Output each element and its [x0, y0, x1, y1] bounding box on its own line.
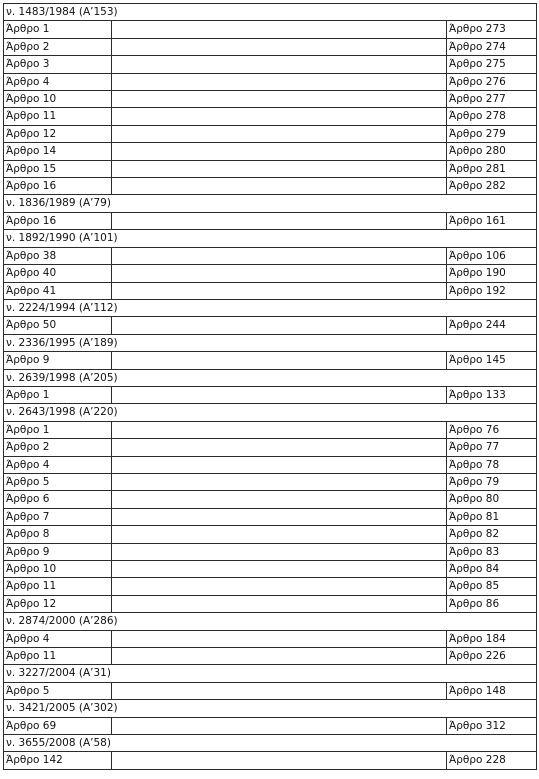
law-title: ν. 3421/2005 (Α’302)	[4, 700, 537, 717]
law-title: ν. 2643/1998 (Α’220)	[4, 404, 537, 421]
law-header-row	[4, 230, 537, 247]
old-article-cell: Άρθρο 1	[4, 21, 112, 38]
law-title: ν. 2874/2000 (Α’286)	[4, 613, 537, 630]
old-article-cell: Άρθρο 4	[4, 456, 112, 473]
empty-cell	[112, 717, 447, 734]
law-header-row	[4, 613, 537, 630]
new-article-cell: Άρθρο 275	[447, 56, 537, 73]
old-article-cell: Άρθρο 14	[4, 143, 112, 160]
old-article-cell: Άρθρο 10	[4, 91, 112, 108]
empty-cell	[112, 56, 447, 73]
empty-cell	[112, 439, 447, 456]
article-row	[4, 543, 537, 560]
empty-cell	[112, 352, 447, 369]
empty-cell	[112, 595, 447, 612]
new-article-cell: Άρθρο 184	[447, 630, 537, 647]
old-article-cell: Άρθρο 40	[4, 265, 112, 282]
old-article-cell: Άρθρο 16	[4, 212, 112, 229]
article-row	[4, 421, 537, 438]
empty-cell	[112, 456, 447, 473]
new-article-cell: Άρθρο 82	[447, 526, 537, 543]
article-row	[4, 247, 537, 264]
empty-cell	[112, 508, 447, 525]
article-row	[4, 108, 537, 125]
new-article-cell: Άρθρο 79	[447, 473, 537, 490]
empty-cell	[112, 543, 447, 560]
empty-cell	[112, 265, 447, 282]
new-article-cell: Άρθρο 86	[447, 595, 537, 612]
new-article-cell: Άρθρο 277	[447, 91, 537, 108]
law-header-row	[4, 4, 537, 21]
empty-cell	[112, 108, 447, 125]
new-article-cell: Άρθρο 78	[447, 456, 537, 473]
article-row	[4, 143, 537, 160]
empty-cell	[112, 282, 447, 299]
article-row	[4, 561, 537, 578]
old-article-cell: Άρθρο 38	[4, 247, 112, 264]
new-article-cell: Άρθρο 145	[447, 352, 537, 369]
new-article-cell: Άρθρο 148	[447, 682, 537, 699]
article-row	[4, 38, 537, 55]
new-article-cell: Άρθρο 279	[447, 125, 537, 142]
old-article-cell: Άρθρο 11	[4, 648, 112, 665]
empty-cell	[112, 178, 447, 195]
law-header-row	[4, 334, 537, 351]
correspondence-table	[3, 3, 537, 770]
new-article-cell: Άρθρο 81	[447, 508, 537, 525]
old-article-cell: Άρθρο 9	[4, 543, 112, 560]
empty-cell	[112, 21, 447, 38]
article-row	[4, 178, 537, 195]
old-article-cell: Άρθρο 41	[4, 282, 112, 299]
article-row	[4, 160, 537, 177]
new-article-cell: Άρθρο 85	[447, 578, 537, 595]
law-header-row	[4, 369, 537, 386]
old-article-cell: Άρθρο 6	[4, 491, 112, 508]
article-row	[4, 386, 537, 403]
law-header-row	[4, 195, 537, 212]
new-article-cell: Άρθρο 226	[447, 648, 537, 665]
article-row	[4, 56, 537, 73]
old-article-cell: Άρθρο 1	[4, 386, 112, 403]
old-article-cell: Άρθρο 12	[4, 125, 112, 142]
correspondence-table-body	[4, 4, 537, 770]
empty-cell	[112, 125, 447, 142]
law-title: ν. 3227/2004 (Α’31)	[4, 665, 537, 682]
old-article-cell: Άρθρο 11	[4, 578, 112, 595]
new-article-cell: Άρθρο 161	[447, 212, 537, 229]
empty-cell	[112, 561, 447, 578]
empty-cell	[112, 578, 447, 595]
law-header-row	[4, 735, 537, 752]
empty-cell	[112, 386, 447, 403]
empty-cell	[112, 526, 447, 543]
new-article-cell: Άρθρο 83	[447, 543, 537, 560]
old-article-cell: Άρθρο 2	[4, 439, 112, 456]
article-row	[4, 317, 537, 334]
new-article-cell: Άρθρο 133	[447, 386, 537, 403]
article-row	[4, 491, 537, 508]
empty-cell	[112, 73, 447, 90]
old-article-cell: Άρθρο 9	[4, 352, 112, 369]
article-row	[4, 125, 537, 142]
old-article-cell: Άρθρο 5	[4, 682, 112, 699]
empty-cell	[112, 317, 447, 334]
empty-cell	[112, 91, 447, 108]
article-row	[4, 752, 537, 769]
old-article-cell: Άρθρο 7	[4, 508, 112, 525]
old-article-cell: Άρθρο 10	[4, 561, 112, 578]
article-row	[4, 630, 537, 647]
article-row	[4, 265, 537, 282]
new-article-cell: Άρθρο 228	[447, 752, 537, 769]
new-article-cell: Άρθρο 278	[447, 108, 537, 125]
law-header-row	[4, 299, 537, 316]
new-article-cell: Άρθρο 80	[447, 491, 537, 508]
empty-cell	[112, 648, 447, 665]
empty-cell	[112, 38, 447, 55]
law-title: ν. 2224/1994 (Α’112)	[4, 299, 537, 316]
law-header-row	[4, 404, 537, 421]
new-article-cell: Άρθρο 192	[447, 282, 537, 299]
empty-cell	[112, 143, 447, 160]
old-article-cell: Άρθρο 12	[4, 595, 112, 612]
empty-cell	[112, 682, 447, 699]
law-title: ν. 1892/1990 (Α’101)	[4, 230, 537, 247]
new-article-cell: Άρθρο 273	[447, 21, 537, 38]
new-article-cell: Άρθρο 106	[447, 247, 537, 264]
new-article-cell: Άρθρο 274	[447, 38, 537, 55]
new-article-cell: Άρθρο 282	[447, 178, 537, 195]
empty-cell	[112, 752, 447, 769]
law-title: ν. 1836/1989 (Α’79)	[4, 195, 537, 212]
new-article-cell: Άρθρο 77	[447, 439, 537, 456]
new-article-cell: Άρθρο 76	[447, 421, 537, 438]
article-row	[4, 282, 537, 299]
old-article-cell: Άρθρο 2	[4, 38, 112, 55]
old-article-cell: Άρθρο 11	[4, 108, 112, 125]
old-article-cell: Άρθρο 16	[4, 178, 112, 195]
new-article-cell: Άρθρο 281	[447, 160, 537, 177]
article-row	[4, 526, 537, 543]
empty-cell	[112, 630, 447, 647]
article-row	[4, 648, 537, 665]
empty-cell	[112, 473, 447, 490]
old-article-cell: Άρθρο 8	[4, 526, 112, 543]
law-header-row	[4, 700, 537, 717]
old-article-cell: Άρθρο 15	[4, 160, 112, 177]
law-title: ν. 2639/1998 (Α’205)	[4, 369, 537, 386]
old-article-cell: Άρθρο 69	[4, 717, 112, 734]
law-header-row	[4, 665, 537, 682]
old-article-cell: Άρθρο 5	[4, 473, 112, 490]
article-row	[4, 682, 537, 699]
empty-cell	[112, 421, 447, 438]
article-row	[4, 212, 537, 229]
old-article-cell: Άρθρο 142	[4, 752, 112, 769]
article-row	[4, 456, 537, 473]
empty-cell	[112, 247, 447, 264]
article-row	[4, 352, 537, 369]
old-article-cell: Άρθρο 3	[4, 56, 112, 73]
article-row	[4, 73, 537, 90]
article-row	[4, 473, 537, 490]
law-title: ν. 1483/1984 (Α’153)	[4, 4, 537, 21]
article-row	[4, 21, 537, 38]
old-article-cell: Άρθρο 4	[4, 630, 112, 647]
empty-cell	[112, 212, 447, 229]
new-article-cell: Άρθρο 190	[447, 265, 537, 282]
empty-cell	[112, 160, 447, 177]
new-article-cell: Άρθρο 280	[447, 143, 537, 160]
old-article-cell: Άρθρο 1	[4, 421, 112, 438]
new-article-cell: Άρθρο 84	[447, 561, 537, 578]
law-title: ν. 2336/1995 (Α’189)	[4, 334, 537, 351]
old-article-cell: Άρθρο 50	[4, 317, 112, 334]
law-title: ν. 3655/2008 (Α’58)	[4, 735, 537, 752]
empty-cell	[112, 491, 447, 508]
article-row	[4, 578, 537, 595]
new-article-cell: Άρθρο 276	[447, 73, 537, 90]
article-row	[4, 595, 537, 612]
article-row	[4, 91, 537, 108]
new-article-cell: Άρθρο 244	[447, 317, 537, 334]
new-article-cell: Άρθρο 312	[447, 717, 537, 734]
article-row	[4, 717, 537, 734]
article-row	[4, 439, 537, 456]
old-article-cell: Άρθρο 4	[4, 73, 112, 90]
article-row	[4, 508, 537, 525]
